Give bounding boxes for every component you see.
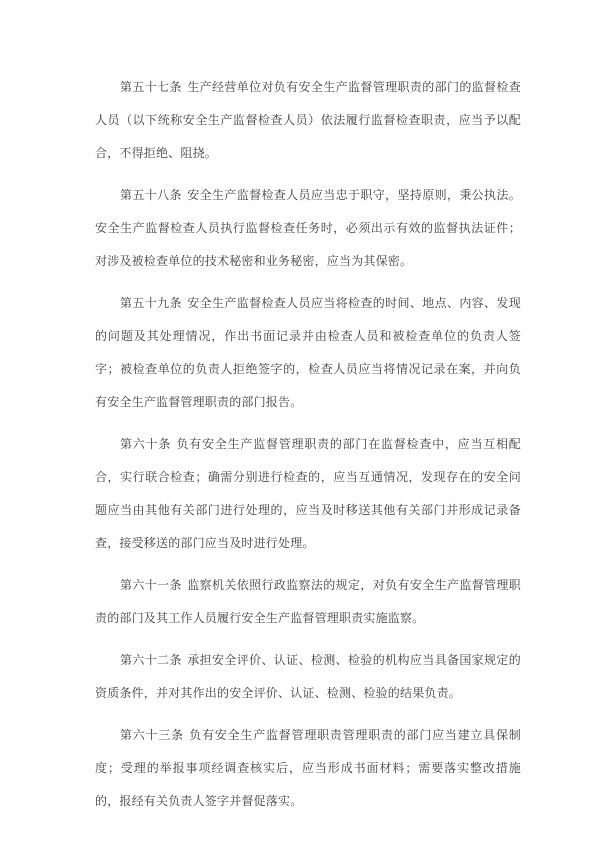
law-article-61 <box>95 569 521 635</box>
law-article-59 <box>95 287 521 419</box>
article-number: 第五十九条 <box>120 296 182 310</box>
article-text: 负有安全生产监督管理职责的部门在监督检查中，应当互相配合，实行联合检查；确需分别进行检查的，应当互通情况，发现存在的安全问题应当由其他有关部门进行处理的，应当及时移送其他有关部门并形成记录备查，接受移送的部门应当及时进行处理。 <box>95 437 521 550</box>
article-text: 安全生产监督检查人员应当忠于职守，坚持原则，秉公执法。安全生产监督检查人员执行监督检查任务时，必须出示有效的监督执法证件；对涉及被检查单位的技术秘密和业务秘密，应当为其保密。 <box>95 188 521 268</box>
article-text: 承担安全评价、认证、检测、检验的机构应当具备国家规定的资质条件，并对其作出的安全评价、认证、检测、检验的结果负责。 <box>95 653 521 700</box>
article-number: 第六十三条 <box>120 728 184 742</box>
article-number: 第五十八条 <box>120 188 182 202</box>
article-text: 安全生产监督检查人员应当将检查的时间、地点、内容、发现的问题及其处理情况，作出书面记录并由检查人员和被检查单位的负责人签字；被检查单位的负责人拒绝签字的，检查人员应当将情况记录在案，并向负有安全生产监督管理职责的部门报告。 <box>95 296 521 409</box>
law-article-62 <box>95 644 521 710</box>
article-number: 第六十条 <box>120 437 172 451</box>
article-number: 第五十七条 <box>120 80 182 94</box>
article-text: 监察机关依照行政监察法的规定，对负有安全生产监督管理职责的部门及其工作人员履行安全生产监督管理职责实施监察。 <box>95 578 521 625</box>
article-number: 第六十二条 <box>120 653 182 667</box>
law-article-60 <box>95 428 521 560</box>
document-body <box>95 71 521 827</box>
article-number: 第六十一条 <box>120 578 182 592</box>
article-text: 负有安全生产监督管理职责管理职责的部门应当建立具保制度；受理的举报事项经调查核实后，应当形成书面材料；需要落实整改措施的，报经有关负责人签字并督促落实。 <box>95 728 521 808</box>
law-article-58 <box>95 179 521 278</box>
article-text: 生产经营单位对负有安全生产监督管理职责的部门的监督检查人员（以下统称安全生产监督检查人员）依法履行监督检查职责，应当予以配合，不得拒绝、阻挠。 <box>95 80 521 160</box>
law-article-63 <box>95 719 521 818</box>
law-article-57 <box>95 71 521 170</box>
